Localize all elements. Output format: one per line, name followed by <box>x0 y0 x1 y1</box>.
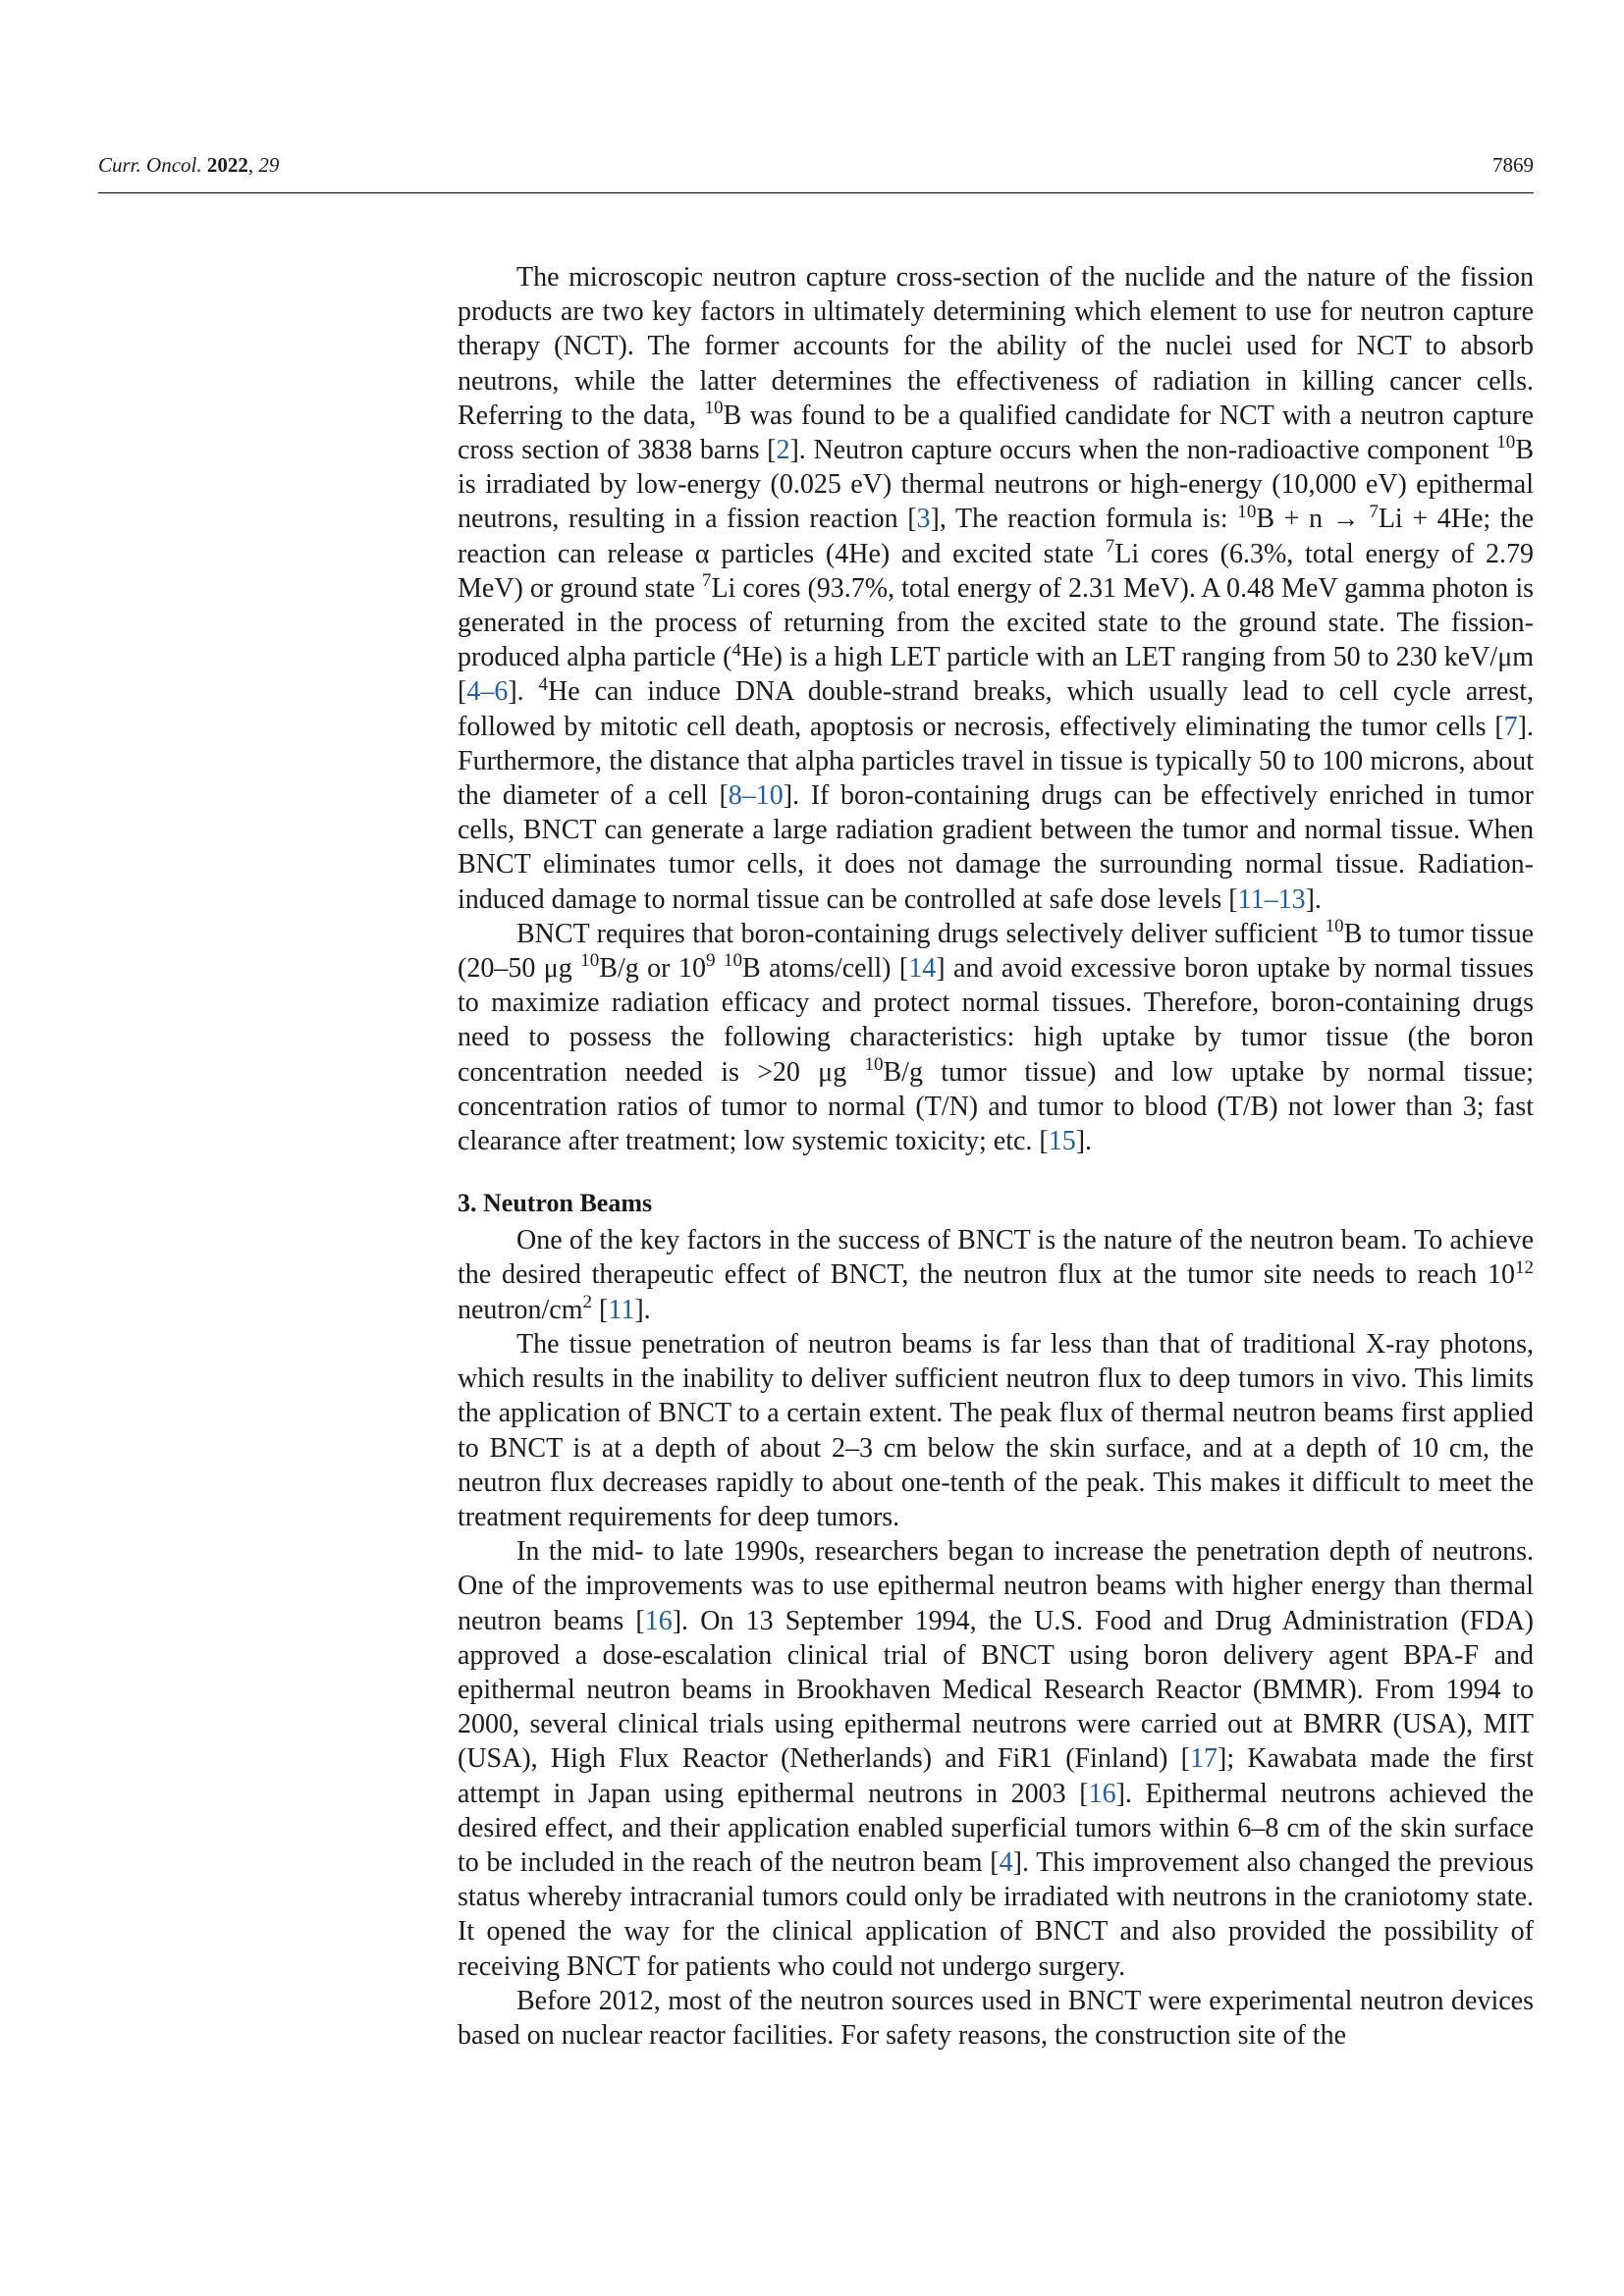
paragraph-neutron-sources: Before 2012, most of the neutron sources used in BNCT were experimental neutron devices based on nuclear reactor facilities. For safety reasons, the construction site of the <box>458 1985 1534 2051</box>
section-heading: 3. Neutron Beams <box>458 1189 653 1218</box>
paragraph-nct-cross-section: The microscopic neutron capture cross-section of the nuclide and the nature of the fission products are two key factors in ultimately determining which element to use for neutron capture therapy (NCT). The former accounts for the ability of the nuclei used for NCT to absorb neutrons, while the latter determines the effectiveness of radiation in killing cancer cells. Referring to the data, $^{10}$B was found to be a qualified candidate for NCT with a neutron capture cross section of 3838 barns [2]. Neutron capture occurs when the non-radioactive component $^{10}$B is irradiated by low-energy (0.025 eV) thermal neutrons or high-energy (10,000 eV) epithermal neutrons, resulting in a fission reaction [3], The reaction formula is: $^{10}$B + n → $^7$Li + 4He; the reaction can release α particles (4He) and excited state $^7$Li cores (6.3%, total energy of 2.79 MeV) or ground state $^7$Li cores (93.7%, total energy of 2.31 MeV). A 0.48 MeV gamma photon is generated in the process of returning from the excited state to the ground state. The fission-produced alpha particle ($^4$He) is a high LET particle with an LET ranging from 50 to 230 keV/μm [4–6]. $^4$He can induce DNA double-strand breaks, which usually lead to cell cycle arrest, followed by mitotic cell death, apoptosis or necrosis, effectively eliminating the tumor cells [7]. Furthermore, the distance that alpha particles travel in tissue is typically 50 to 100 microns, about the diameter of a cell [8–10]. If boron-containing drugs can be effectively enriched in tumor cells, BNCT can generate a large radiation gradient between the tumor and normal tissue. When BNCT eliminates tumor cells, it does not damage the surrounding normal tissue. Radiation-induced damage to normal tissue can be controlled at safe dose levels [11–13]. <box>458 262 1535 915</box>
journal-citation: Curr. Oncol. 2022, 29 <box>98 153 280 177</box>
citation-link[interactable]: 2 <box>776 435 790 466</box>
citation-link[interactable]: 14 <box>908 953 937 985</box>
citation-link[interactable]: 8–10 <box>728 780 784 812</box>
paragraph-boron-requirements: BNCT requires that boron-containing drugs selectively deliver sufficient $^{10}$B to tumor tissue (20–50 μg $^{10}$B/g or $10^9$ $^{10}$B atoms/cell) [14] and avoid excessive boron uptake by normal tissues to maximize radiation efficacy and protect normal tissues. Therefore, boron-containing drugs need to possess the following characteristics: high uptake by tumor tissue (the boron concentration needed is >20 μg $^{10}$B/g tumor tissue) and low uptake by normal tissue; concentration ratios of tumor to normal (T/N) and tumor to blood (T/B) not lower than 3; fast clearance after treatment; low systemic toxicity; etc. [15]. <box>458 916 1535 1157</box>
citation-link[interactable]: 15 <box>1048 1126 1076 1157</box>
running-head <box>98 153 1534 193</box>
paragraph-epithermal-neutrons: In the mid- to late 1990s, researchers began to increase the penetration depth of neutrons. One of the improvements was to use epithermal neutron beams with higher energy than thermal neutron beams [16]. On 13 September 1994, the U.S. Food and Drug Administration (FDA) approved a dose-escalation clinical trial of BNCT using boron delivery agent BPA-F and epithermal neutron beams in Brookhaven Medical Research Reactor (BMMR). From 1994 to 2000, several clinical trials using epithermal neutrons were carried out at BMRR (USA), MIT (USA), High Flux Reactor (Netherlands) and FiR1 (Finland) [17]; Kawabata made the first attempt in Japan using epithermal neutrons in 2003 [16]. Epithermal neutrons achieved the desired effect, and their application enabled superficial tumors within 6–8 cm of the skin surface to be included in the reach of the neutron beam [4]. This improvement also changed the previous status whereby intracranial tumors could only be irradiated with neutrons in the craniotomy state. It opened the way for the clinical application of BNCT and also provided the possibility of receiving BNCT for patients who could not undergo surgery. <box>458 1536 1535 1982</box>
journal-name: Curr. Oncol. <box>98 153 202 177</box>
journal-volume: 29 <box>258 153 280 177</box>
paragraph-tissue-penetration: The tissue penetration of neutron beams is far less than that of traditional X-ray photons, which results in the inability to deliver sufficient neutron flux to deep tumors in vivo. This limits the application of BNCT to a certain extent. The peak flux of thermal neutron beams first applied to BNCT is at a depth of about 2–3 cm below the skin surface, and at a depth of 10 cm, the neutron flux decreases rapidly to about one-tenth of the peak. This makes it difficult to meet the treatment requirements for deep tumors. <box>458 1328 1534 1532</box>
citation-link[interactable]: 17 <box>1190 1743 1218 1775</box>
citation-link[interactable]: 3 <box>916 504 931 535</box>
citation-link[interactable]: 4 <box>999 1846 1013 1878</box>
citation-link[interactable]: 11–13 <box>1237 883 1306 915</box>
page-number: 7869 <box>1492 153 1534 177</box>
citation-link[interactable]: 7 <box>1503 711 1518 742</box>
citation-link[interactable]: 4–6 <box>466 676 509 708</box>
paragraph-neutron-beam-intro: One of the key factors in the success of BNCT is the nature of the neutron beam. To achieve the desired therapeutic effect of BNCT, the neutron flux at the tumor site needs to reach $10^{12}$ neutron/$cm^2$ [11]. <box>458 1225 1534 1325</box>
journal-year: 2022 <box>206 153 248 177</box>
citation-link[interactable]: 11 <box>608 1294 635 1325</box>
citation-link[interactable]: 16 <box>644 1605 673 1636</box>
citation-link[interactable]: 16 <box>1088 1778 1116 1809</box>
body-text <box>458 260 1534 2053</box>
